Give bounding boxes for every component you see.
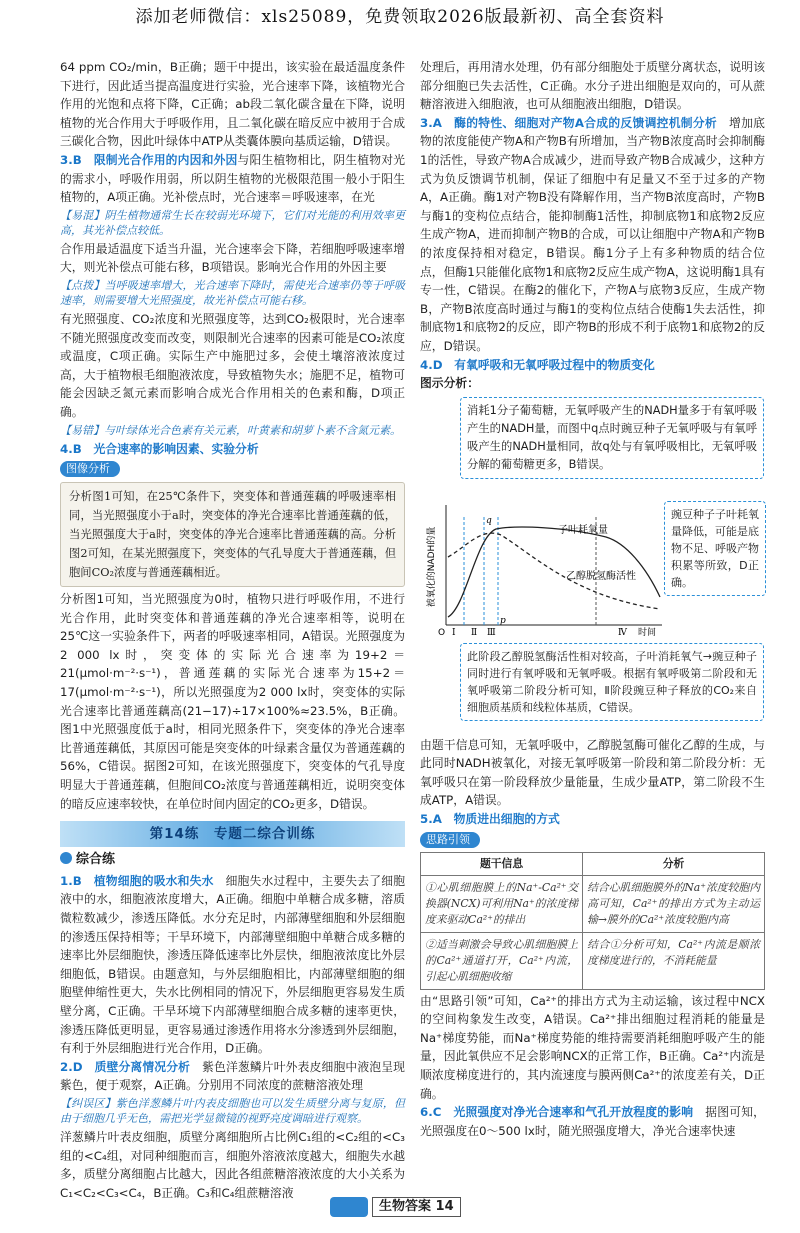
- table-row: [421, 875, 765, 932]
- annotation-box-top: 消耗1分子葡萄糖，无氧呼吸产生的NADH量多于有氧呼吸产生的NADH量，而图中q点时豌豆种子无氧呼吸与有氧呼吸产生的NADH量相同，故q处与有氧呼吸相比，无氧呼吸分解的葡萄糖更多，B错误。: [460, 397, 764, 479]
- header-banner: 添加老师微信：xls25089，免费领取2026版最新初、高全套资料: [135, 7, 665, 27]
- paragraph: 有光照强度、CO₂浓度和光照强度等，达到CO₂极限时，光合速率不随光照强度改变而改变，则限制光合速率的因素可能是CO₂浓度或温度，C项正确。实际生产中施肥过多，会使土壤溶液浓度过高，大于植物根毛细胞液浓度，导致植物失水；施肥不足，植物可能会因缺乏氮元素而影响合成光合作用相关的色素和酶，D项正确。: [60, 311, 405, 419]
- handwritten-note: 【纠误区】紫色洋葱鳞片叶内表皮细胞也可以发生质壁分离与复原，但由于细胞几乎无色，需把光学显微镜的视野亮度调暗进行观察。: [60, 1096, 405, 1125]
- figure-caption: 图示分析：: [420, 376, 479, 391]
- point-p: p: [500, 615, 506, 626]
- plot-label-o2: 子叶耗氧量: [558, 524, 608, 536]
- analysis-box: 分析图1可知，在25℃条件下，突变体和普通莲藕的呼吸速率相同，当光照强度小于a时，突变体的净光合速率比普通莲藕的低，当光照强度大于a时，突变体的净光合速率比普通莲藕的高。分析图2可知，在某光照强度下，突变体的气孔导度大于普通莲藕，但胞间CO₂浓度与普通莲藕相近。: [60, 482, 405, 587]
- analysis-table: [420, 852, 765, 990]
- annotation-box-right: 豌豆种子子叶耗氧量降低，可能是底物不足、呼吸产物积累等所致，D正确。: [664, 501, 766, 596]
- table-cell: ①心肌细胞膜上的Na⁺-Ca²⁺交换器(NCX)可利用Na⁺的浓度梯度来驱动Ca²⁺的排出: [421, 875, 583, 932]
- table-row: [421, 932, 765, 989]
- table-cell: 结合①分析可知，Ca²⁺内流是顺浓度梯度进行的，不消耗能量: [583, 932, 765, 989]
- paragraph: 由“思路引领”可知，Ca²⁺的排出方式为主动运输，该过程中NCX的空间构象发生改变，A错误。Ca²⁺排出细胞过程消耗的能量是Na⁺梯度势能，而Na⁺梯度势能的维持需要消耗细胞呼吸产生的能量，因此氧供应不足会影响NCX的正常工作，B正确。Ca²⁺内流是顺浓度梯度进行的，其内流速度与膜两侧Ca²⁺的浓度差有关，D正确。: [420, 993, 765, 1101]
- table-header: 分析: [583, 852, 765, 875]
- footer-label: 生物答案 14: [372, 1197, 461, 1217]
- answer-1: 1.B 植物细胞的吸水和失水 细胞失水过程中，主要失去了细胞液中的水，细胞液浓度增大，A正确。细胞中单糖合成多糖，溶质微粒数减少，渗透压降低。水分充足时，内部薄壁细胞和外层细胞的渗透压保持相等；干旱环境下，内部薄壁细胞中单糖合成多糖的速率比外层细胞快，渗透压降低速率比外层快，细胞液浓度比外层细胞低，B错误。由题意知，与外层细胞相比，内部薄壁细胞的细胞壁伸缩性更大，失水比例相同的情况下，外层细胞更容易发生质壁分离，C正确。干旱环境下内部薄壁细胞合成多糖的速率更快，渗透压降低更明显，更容易通过渗透作用将水分渗透到外层细胞，有利于外层细胞进行光合作用，D正确。: [60, 873, 405, 1056]
- phase-label: Ⅱ: [471, 627, 478, 637]
- section-icon: [60, 852, 72, 864]
- page-footer: [330, 1196, 480, 1218]
- table-cell: 结合心肌细胞膜外的Na⁺浓度较胞内高可知，Ca²⁺的排出方式为主动运输→膜外的Ca²⁺浓度较胞内高: [583, 875, 765, 932]
- answer-2-heading: 2.D 质壁分离情况分析: [60, 1059, 191, 1074]
- handwritten-note: 【点拨】当呼吸速率增大，光合速率下降时，需使光合速率仍等于呼吸速率，则需要增大光照强度，故光补偿点可能右移。: [60, 278, 405, 307]
- paragraph: 由题干信息可知，无氧呼吸中，乙醇脱氢酶可催化乙醇的生成，与此同时NADH被氧化，对接无氧呼吸第一阶段和第二阶段分析：无氧呼吸只在第一阶段释放少量能量，生成少量ATP，第二阶段不生成ATP，A错误。: [420, 737, 765, 808]
- answer-4-heading: 4.B 光合速率的影响因素、实验分析: [60, 441, 259, 456]
- handwritten-note: 【易错】与叶绿体光合色素有关元素，叶黄素和胡萝卜素不含氮元素。: [60, 423, 401, 437]
- answer-1-heading: 1.B 植物细胞的吸水和失水: [60, 873, 214, 888]
- right-column: [420, 58, 765, 1140]
- page-number: 14: [435, 1199, 454, 1214]
- publisher-logo-icon: [330, 1197, 368, 1217]
- answer-3-heading: 3.A 酶的特性、细胞对产物A合成的反馈调控机制分析: [420, 115, 717, 130]
- table-header: 题干信息: [421, 852, 583, 875]
- table-header-row: [421, 852, 765, 875]
- phase-label: Ⅳ: [618, 627, 627, 637]
- table-cell: ②适当刺激会导致心肌细胞膜上的Ca²⁺通道打开，Ca²⁺内流，引起心肌细胞收缩: [421, 932, 583, 989]
- idea-guide-tag: 思路引领: [420, 832, 480, 848]
- phase-label: Ⅲ: [487, 627, 496, 637]
- section-banner: 第14练 专题二综合训练: [60, 821, 405, 847]
- answer-3: 3.B 限制光合作用的内因和外因与阳生植物相比，阴生植物对光的需求小，呼吸作用弱，所以阴生植物的光极限范围一般小于阳生植物的，A项正确。光补偿点时，光合速率＝呼吸速率，在光: [60, 152, 405, 205]
- comprehensive-heading: 综合练: [60, 851, 405, 870]
- point-q: q: [486, 515, 492, 526]
- x-axis-label: 时间: [638, 627, 657, 637]
- left-column: [60, 58, 405, 1202]
- answer-4-heading: 4.D 有氧呼吸和无氧呼吸过程中的物质变化: [420, 357, 655, 372]
- answer-3-heading: 3.B 限制光合作用的内因和外因: [60, 152, 238, 167]
- respiration-plot: [426, 497, 666, 637]
- answer-2: 2.D 质壁分离情况分析 紫色洋葱鳞片叶外表皮细胞中液泡呈现紫色，便于观察，A正确。分别用不同浓度的蔗糖溶液处理: [60, 1059, 405, 1093]
- plot-origin: O: [438, 627, 446, 637]
- paragraph: 合作用最适温度下适当升温，光合速率会下降，若细胞呼吸速率增大，则光补偿点可能右移，B项错误。影响光合作用的外因主要: [60, 241, 405, 275]
- paragraph: 洋葱鳞片叶表皮细胞，质壁分离细胞所占比例C₁组的<C₂组的<C₃组的<C₄组，对同种细胞而言，细胞外溶液浓度越大，细胞失水越多，质壁分离细胞占比越大，因此各组蔗糖溶液浓度的大小关系为C₁<C₂<C₃<C₄，B正确。C₃和C₄组蔗糖溶液: [60, 1129, 405, 1200]
- respiration-figure: [420, 397, 765, 732]
- answer-6: 6.C 光照强度对净光合速率和气孔开放程度的影响 据图可知，光照强度在0～500 lx时，随光照强度增大，净光合速率快速: [420, 1105, 765, 1138]
- answer-6-heading: 6.C 光照强度对净光合速率和气孔开放程度的影响: [420, 1105, 694, 1120]
- image-analysis-tag: 图像分析: [60, 461, 120, 477]
- handwritten-note: 【易混】阴生植物通常生长在较弱光环境下，它们对光能的利用效率更高，其光补偿点较低。: [60, 208, 405, 237]
- answer-3-right: 3.A 酶的特性、细胞对产物A合成的反馈调控机制分析 增加底物的浓度能使产物A和产物B有所增加，当产物B浓度高时会抑制酶1的活性，导致产物A合成减少，进而导致产物B合成减少，这种方式为负反馈调节机制，保证了细胞中有足量又不至于过多的产物A，A正确。酶1对产物B没有降解作用，当产物B浓度高时，产物B与酶1的变构位点结合，能抑制酶1活性，抑制底物1和底物2反应生成产物A，进而抑制产物B的合成，可以让细胞中产物A和产物B的浓度保持相对稳定，B错误。酶1分子上有多种物质的结合位点，但酶1只能催化底物1和底物2反应生成产物A，这说明酶1具有专一性，C错误。在酶2的催化下，产物A与底物3反应，生成产物B，产物B浓度高时通过与酶1的变构位点结合使酶1失去活性，抑制底物1和底物2的反应，即产物B的形成不利于底物1和底物2的反应，D错误。: [420, 115, 765, 353]
- paragraph: 64 ppm CO₂/min，B正确；题干中提出，该实验在最适温度条件下进行，因此适当提高温度进行实验，光合速率下降，该植物光合作用的光饱和点将下降，C正确；ab段二氧化碳含量在下降，说明植物的光合作用大于呼吸作用，且二氧化碳在暗反应中被用于合成三碳化合物，因此叶绿体中ATP从类囊体膜向基质运输，D错误。: [60, 60, 405, 149]
- paragraph: 分析图1可知，当光照强度为0时，植物只进行呼吸作用，不进行光合作用，此时突变体和普通莲藕的净光合速率相等，说明在25℃这一实验条件下，两者的呼吸速率相同，A错误。光照强度为2 000 lx时，突变体的实际光合速率为19+2＝21(μmol·m⁻²·s⁻¹)，普通莲藕的实际光合速率为15+2＝17(μmol·m⁻²·s⁻¹)，所以光照强度为2 000 lx时，突变体的实际光合速率比普通莲藕高(21−17)÷17×100%≈23.5%，B正确。图1中光照强度低于a时，相同光照条件下，突变体的净光合速率比普通莲藕低，其原因可能是突变体的叶绿素含量仅为普通莲藕的56%，C错误。据图2可知，在该光照强度下，突变体的气孔导度明显大于普通莲藕，但胞间CO₂浓度与普通莲藕相近，说明突变体的暗反应速率较快，在单位时间内固定的CO₂更多，D错误。: [60, 592, 405, 811]
- plot-label-adh: 乙醇脱氢酶活性: [566, 570, 636, 582]
- annotation-box-bottom: 此阶段乙醇脱氢酶活性相对较高，子叶消耗氧气→豌豆种子同时进行有氧呼吸和无氧呼吸。根据有氧呼吸第二阶段和无氧呼吸第二阶段分析可知，Ⅱ阶段豌豆种子释放的CO₂来自细胞质基质和线粒体基质，C错误。: [460, 643, 764, 721]
- answer-5-heading: 5.A 物质进出细胞的方式: [420, 812, 560, 827]
- y-axis-label: 被氧化的NADH的量: [427, 526, 437, 607]
- phase-label: Ⅰ: [452, 627, 456, 637]
- paragraph: 处理后，再用清水处理，仍有部分细胞处于质壁分离状态，说明该部分细胞已失去活性，C正确。水分子进出细胞是双向的，可从蔗糖溶液进入细胞液，也可从细胞液出细胞，D错误。: [420, 60, 765, 112]
